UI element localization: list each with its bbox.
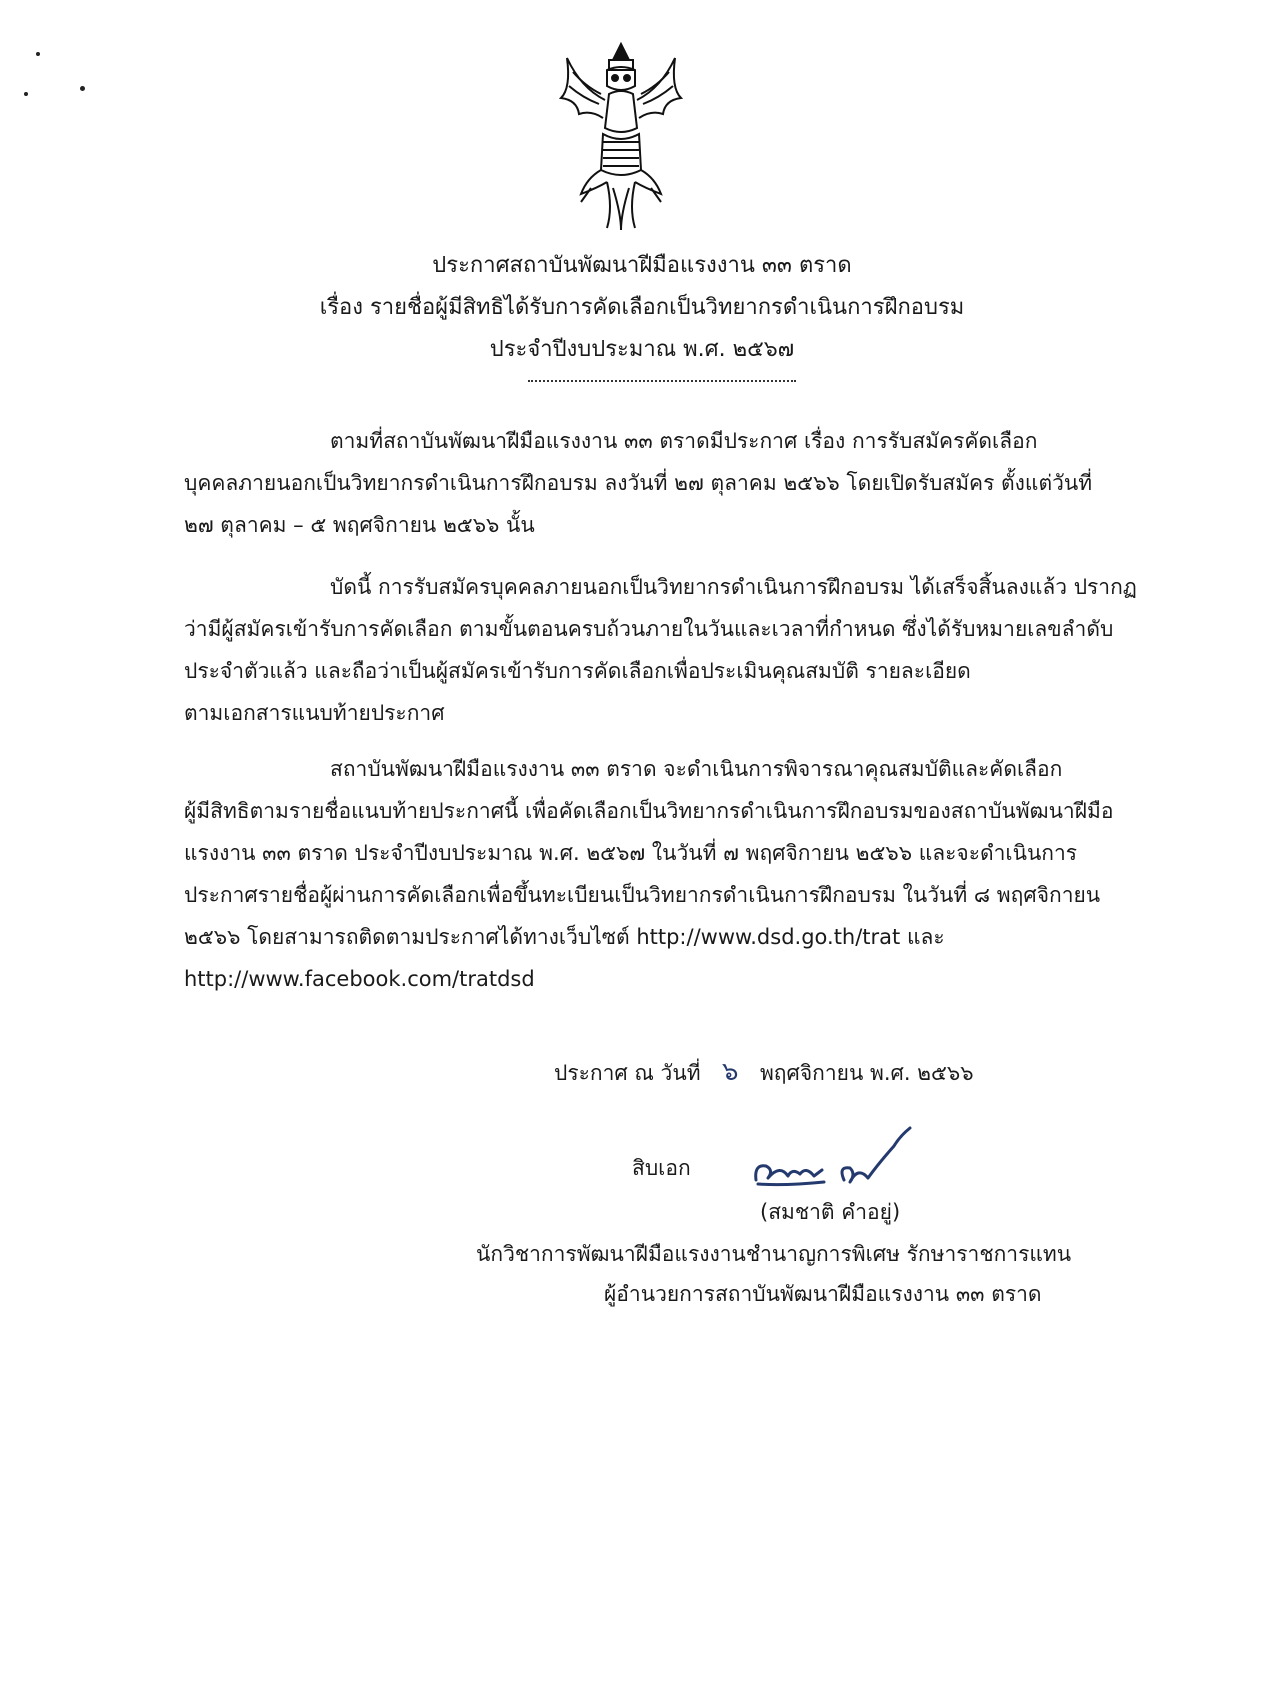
paragraph-line: ตามที่สถาบันพัฒนาฝีมือแรงงาน ๓๓ ตราดมีประกาศ เรื่อง การรับสมัครคัดเลือก [330,429,1038,453]
announcement-title: ประกาศสถาบันพัฒนาฝีมือแรงงาน ๓๓ ตราด [432,253,852,278]
scan-speck [80,86,85,91]
paragraph-line: แรงงาน ๓๓ ตราด ประจำปีงบประมาณ พ.ศ. ๒๕๖๗ ในวันที่ ๗ พฤศจิกายน ๒๕๖๖ และจะดำเนินการ [184,841,1078,865]
scan-speck [36,52,40,56]
paragraph-line: ผู้มีสิทธิตามรายชื่อแนบท้ายประกาศนี้ เพื่อคัดเลือกเป็นวิทยากรดำเนินการฝึกอบรมของสถาบันพัฒนาฝีมือ [184,799,1114,823]
garuda-emblem-icon [551,38,691,234]
paragraph-line: บัดนี้ การรับสมัครบุคคลภายนอกเป็นวิทยากรดำเนินการฝึกอบรม ได้เสร็จสิ้นลงแล้ว ปรากฏ [330,575,1137,599]
paragraph-line: สถาบันพัฒนาฝีมือแรงงาน ๓๓ ตราด จะดำเนินการพิจารณาคุณสมบัติและคัดเลือก [330,757,1063,781]
handwritten-day: ๖ [721,1057,739,1087]
fiscal-year-line: ประจำปีงบประมาณ พ.ศ. ๒๕๖๗ [489,337,795,362]
paragraph-line: http://www.facebook.com/tratdsd [184,967,535,991]
paragraph-3 [184,748,1164,1000]
scan-speck [24,92,28,96]
paragraph-line: ๒๕๖๖ โดยสามารถติดตามประกาศได้ทางเว็บไซต์ http://www.dsd.go.th/trat และ [184,925,945,949]
announcement-subject: เรื่อง รายชื่อผู้มีสิทธิได้รับการคัดเลือกเป็นวิทยากรดำเนินการฝึกอบรม [319,295,965,320]
signatory-rank: สิบเอก [632,1156,691,1180]
paragraph-line: บุคคลภายนอกเป็นวิทยากรดำเนินการฝึกอบรม ลงวันที่ ๒๗ ตุลาคม ๒๕๖๖ โดยเปิดรับสมัคร ตั้งแต่วันที่ [184,471,1093,495]
paragraph-2 [184,566,1164,734]
signatory-position: นักวิชาการพัฒนาฝีมือแรงงานชำนาญการพิเศษ รักษาราชการแทน [476,1242,1072,1266]
paragraph-line: ๒๗ ตุลาคม – ๕ พฤศจิกายน ๒๕๖๖ นั้น [184,513,535,537]
signatory-name: (สมชาติ คำอยู่) [760,1200,901,1224]
paragraph-line: ตามเอกสารแนบท้ายประกาศ [184,701,445,725]
date-prefix: ประกาศ ณ วันที่ [554,1061,701,1085]
dotted-divider [528,380,796,382]
announcement-date [554,1052,974,1093]
paragraph-line: ประกาศรายชื่อผู้ผ่านการคัดเลือกเพื่อขึ้นทะเบียนเป็นวิทยากรดำเนินการฝึกอบรม ในวันที่ ๘ พฤศจิกายน [184,883,1101,907]
paragraph-line: ว่ามีผู้สมัครเข้ารับการคัดเลือก ตามขั้นตอนครบถ้วนภายในวันและเวลาที่กำหนด ซึ่งได้รับหมายเลขลำดับ [184,617,1114,641]
paragraph-1 [184,420,1164,546]
signatory-position: ผู้อำนวยการสถาบันพัฒนาฝีมือแรงงาน ๓๓ ตราด [604,1282,1042,1306]
paragraph-line: ประจำตัวแล้ว และถือว่าเป็นผู้สมัครเข้ารับการคัดเลือกเพื่อประเมินคุณสมบัติ รายละเอียด [184,659,971,683]
date-suffix: พฤศจิกายน พ.ศ. ๒๕๖๖ [759,1061,974,1085]
